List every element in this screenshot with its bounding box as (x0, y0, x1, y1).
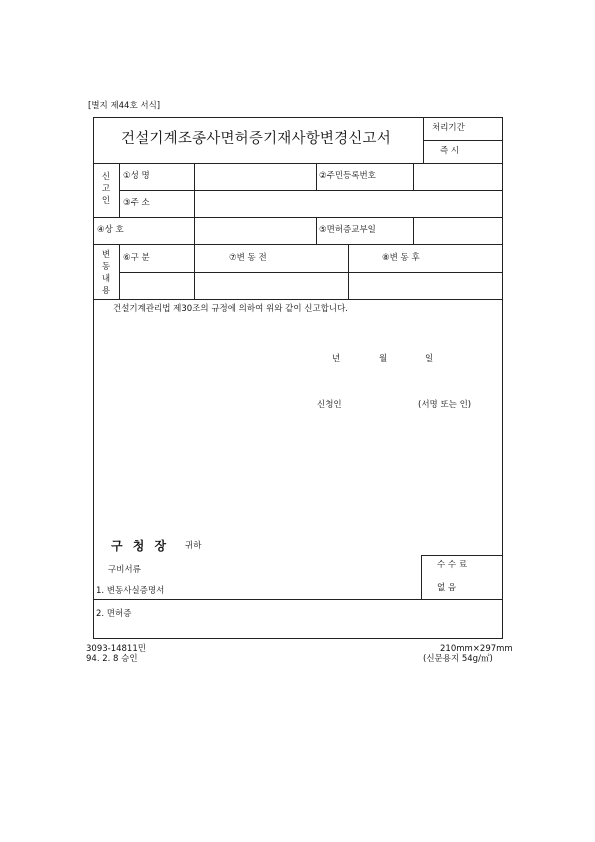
addressee-suffix: 귀하 (185, 541, 202, 551)
category-header: ⑥구 분 (123, 253, 150, 263)
address-label: ③주 소 (123, 198, 150, 208)
declaration-text: 건설기계관리법 제30조의 규정에 의하여 위와 같이 신고합니다. (113, 304, 349, 314)
month-label: 월 (379, 354, 388, 364)
attachment-item-2: 2. 면허증 (96, 609, 132, 619)
resident-no-field[interactable] (415, 165, 501, 188)
change-side-label: 변동내용 (101, 250, 111, 296)
paper-type: (신문용지 54g/㎡) (423, 654, 493, 664)
year-label: 년 (332, 354, 341, 364)
form-label: [별지 제44호 서식] (88, 101, 161, 111)
sign-hint: (서명 또는 인) (418, 400, 472, 410)
name-label: ①성 명 (123, 171, 150, 181)
approval-date: 94. 2. 8 승인 (86, 654, 138, 664)
applicant-sign-label: 신청인 (317, 400, 342, 410)
fee-label: 수 수 료 (437, 560, 468, 570)
paper-size: 210mm×297mm (440, 644, 513, 654)
resident-no-label: ②주민등록번호 (319, 171, 376, 181)
trade-name-label: ④상 호 (97, 225, 124, 235)
applicant-side-label: 신고인 (101, 172, 111, 206)
trade-name-field[interactable] (196, 219, 314, 242)
day-label: 일 (425, 354, 434, 364)
before-header: ⑦변 동 전 (229, 253, 267, 263)
issue-date-label: ⑤면허증교부일 (319, 225, 376, 235)
processing-period-label: 처리기간 (432, 123, 465, 133)
form-number: 3093-14811민 (86, 644, 146, 654)
name-field[interactable] (196, 165, 314, 188)
issue-date-field[interactable] (415, 219, 501, 242)
form-title: 건설기계조종사면허증기재사항변경신고서 (121, 131, 391, 147)
addressee-name: 구 청 장 (111, 539, 170, 553)
before-field[interactable] (196, 274, 346, 297)
after-header: ⑧변 동 후 (382, 253, 420, 263)
address-field[interactable] (196, 192, 501, 215)
category-field[interactable] (121, 274, 192, 297)
attachments-heading: 구비서류 (108, 565, 141, 575)
processing-period-value: 즉 시 (440, 146, 460, 156)
attachment-item-1: 1. 변동사실증명서 (96, 586, 165, 596)
after-field[interactable] (350, 274, 501, 297)
fee-value: 없 음 (437, 583, 457, 593)
